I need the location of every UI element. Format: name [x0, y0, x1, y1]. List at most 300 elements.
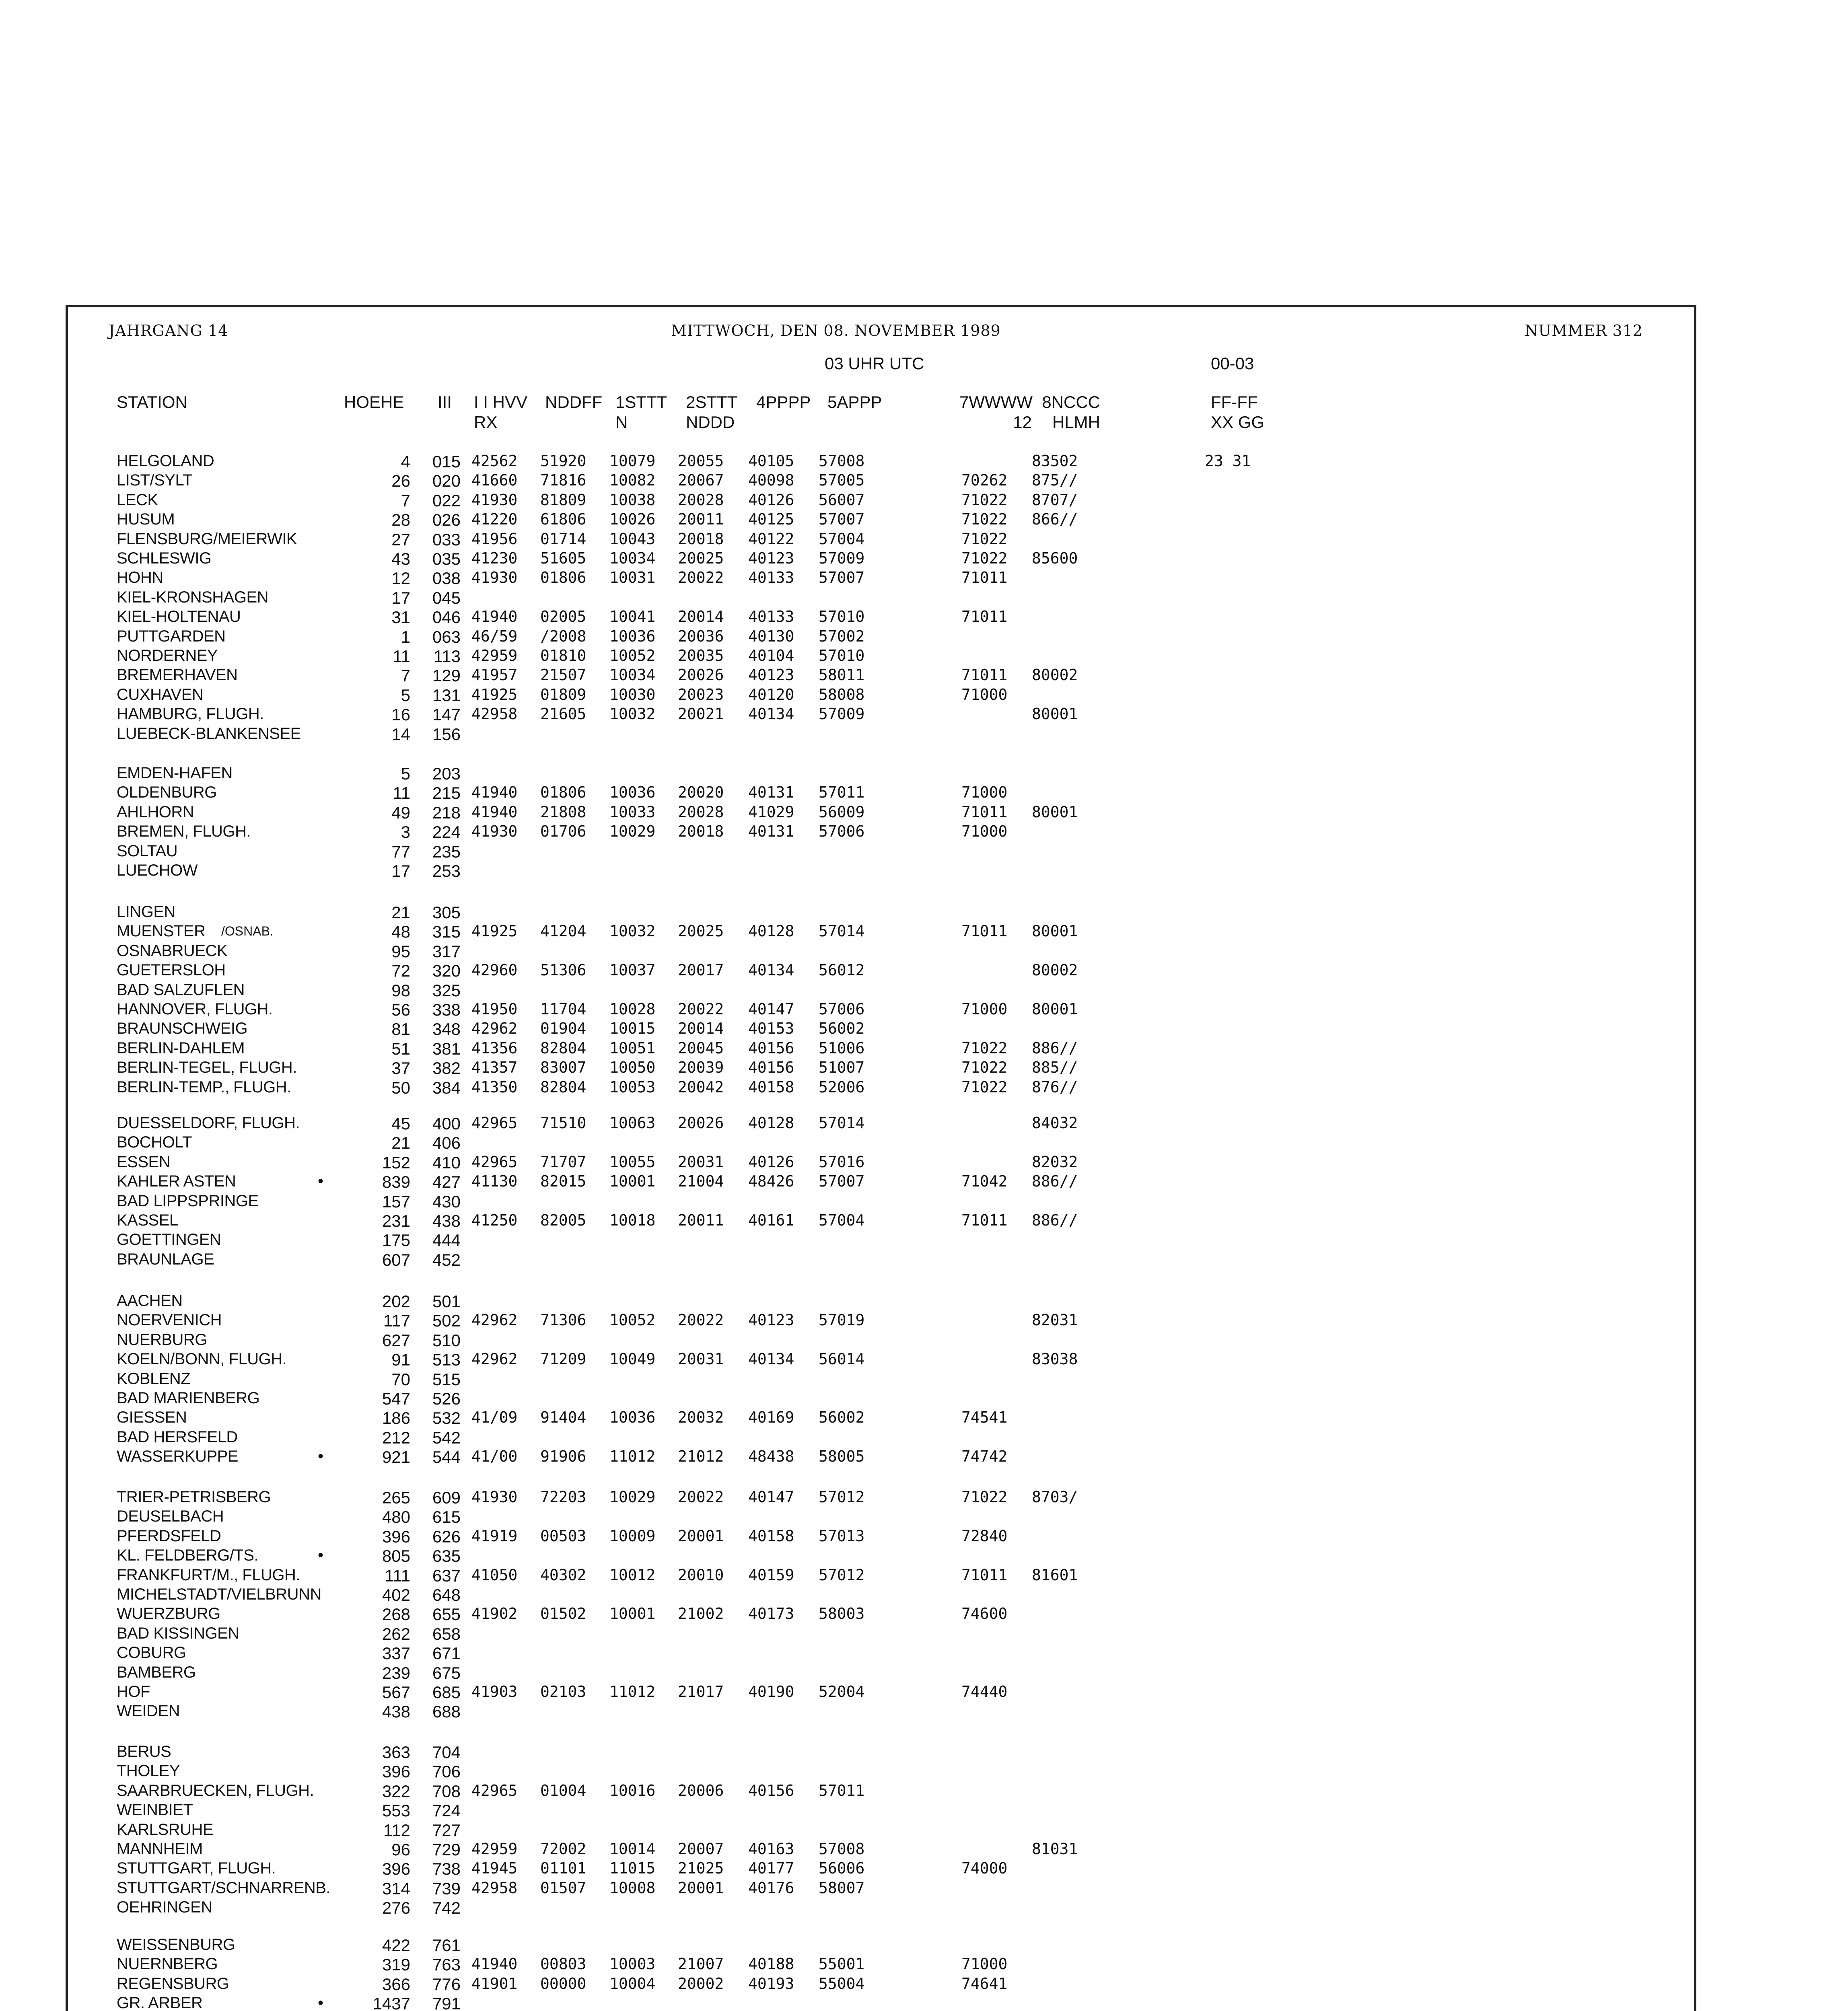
synop-group-c1: 41930: [471, 569, 518, 587]
synop-group-c6: 55001: [819, 1955, 865, 1973]
station-name: THOLEY: [117, 1762, 180, 1780]
synop-group-c4: 20031: [678, 1153, 724, 1171]
table-row: [0, 1663, 1848, 1683]
synop-group-c3: 10033: [609, 803, 656, 821]
synop-group-c4: 21007: [678, 1955, 724, 1973]
station-index: 724: [432, 1801, 461, 1820]
station-height: 70: [391, 1369, 410, 1389]
station-name: BERLIN-TEGEL, FLUGH.: [117, 1059, 297, 1077]
table-row: [0, 1840, 1848, 1859]
table-row: [0, 510, 1848, 530]
station-name: NOERVENICH: [117, 1311, 222, 1329]
station-height: 212: [382, 1428, 410, 1447]
synop-group-c8: 85600: [1032, 549, 1078, 567]
station-index: 727: [432, 1820, 461, 1840]
station-name: HUSUM: [117, 510, 175, 528]
col-ffff: FF-FF XX GG: [1211, 393, 1265, 432]
station-index: 729: [432, 1840, 461, 1859]
synop-group-c3: 10053: [609, 1078, 656, 1096]
synop-group-c8: 80001: [1032, 705, 1078, 723]
col-nddff: NDDFF: [545, 393, 603, 411]
station-index: 761: [432, 1936, 461, 1955]
synop-group-c7: 71022: [961, 1039, 1008, 1057]
synop-group-c4: 20042: [678, 1078, 724, 1096]
synop-group-c2: /2008: [540, 627, 587, 645]
synop-group-c1: 41940: [471, 783, 518, 802]
synop-group-c4: 20036: [678, 627, 724, 645]
station-index: 235: [432, 842, 461, 861]
synop-group-c5: 40156: [748, 1039, 794, 1057]
synop-group-c7: 71011: [961, 1211, 1008, 1229]
station-name: LIST/SYLT: [117, 471, 193, 489]
synop-group-c1: 46/59: [471, 627, 518, 645]
synop-group-c2: 01810: [540, 647, 587, 664]
synop-group-c5: 40133: [748, 608, 794, 626]
table-row: [0, 1936, 1848, 1955]
synop-group-c4: 21004: [678, 1172, 724, 1191]
station-height: 56: [391, 1000, 410, 1019]
synop-group-c3: 10036: [609, 783, 656, 802]
synop-group-c6: 57010: [819, 608, 865, 626]
station-index: 129: [432, 666, 461, 685]
synop-group-c4: 20001: [678, 1527, 724, 1545]
station-height: 17: [391, 588, 410, 607]
station-name: WEISSENBURG: [117, 1936, 235, 1953]
station-name: BREMEN, FLUGH.: [117, 822, 251, 841]
station-index: 156: [432, 724, 461, 744]
station-height: 921: [382, 1448, 410, 1467]
synop-group-c6: 57006: [819, 1000, 865, 1018]
station-height: 117: [383, 1311, 410, 1330]
table-row: [0, 1762, 1848, 1781]
station-index: 382: [432, 1059, 461, 1078]
station-height: 239: [382, 1663, 410, 1682]
synop-group-c1: 42958: [471, 1879, 518, 1897]
synop-group-c4: 20028: [678, 803, 724, 821]
synop-group-c6: 56014: [819, 1350, 865, 1368]
station-height: 49: [391, 803, 410, 822]
station-index: 320: [432, 961, 461, 981]
synop-group-c2: 01714: [540, 530, 587, 548]
station-height: 337: [382, 1644, 410, 1663]
station-index: 038: [432, 569, 461, 588]
station-height: 91: [391, 1350, 410, 1369]
synop-group-c6: 57011: [819, 783, 865, 802]
station-height: 45: [391, 1114, 410, 1133]
synop-group-c2: 01507: [540, 1879, 587, 1897]
station-height: 276: [382, 1898, 410, 1918]
synop-group-c4: 20025: [678, 922, 724, 940]
synop-group-c6: 57007: [819, 510, 865, 528]
synop-group-c3: 10038: [609, 491, 656, 509]
col-7wwww: 7WWWW 12: [959, 393, 1033, 432]
table-row: [0, 1994, 1848, 2011]
table-row: [0, 1488, 1848, 1507]
synop-group-c2: 21507: [540, 666, 587, 684]
synop-group-c7: 71022: [961, 1488, 1008, 1506]
synop-group-c2: 01806: [540, 569, 587, 587]
synop-group-c2: 82804: [540, 1078, 587, 1096]
synop-group-c1: 41957: [471, 666, 518, 684]
station-height: 553: [382, 1801, 410, 1820]
synop-group-c4: 20007: [678, 1840, 724, 1858]
station-height: 26: [391, 471, 410, 491]
station-index: 526: [432, 1389, 461, 1408]
table-row: [0, 1078, 1848, 1098]
synop-group-c7: 71000: [961, 822, 1008, 841]
station-name: COBURG: [117, 1644, 186, 1662]
station-index: 515: [432, 1369, 461, 1389]
table-row: [0, 783, 1848, 803]
station-index: 532: [432, 1409, 461, 1428]
synop-group-c2: 01004: [540, 1781, 587, 1799]
synop-group-c7: 74641: [961, 1974, 1008, 1992]
synop-group-c4: 21002: [678, 1605, 724, 1623]
synop-group-c1: 41660: [471, 471, 518, 489]
station-height: 152: [382, 1153, 410, 1172]
station-index: 739: [432, 1879, 461, 1898]
station-index: 338: [432, 1000, 461, 1019]
station-index: 658: [432, 1624, 461, 1643]
station-index: 637: [432, 1566, 461, 1585]
station-index: 706: [432, 1762, 461, 1781]
synop-group-c1: 42962: [471, 1311, 518, 1329]
synop-group-c3: 10015: [609, 1020, 656, 1038]
synop-group-c8: 875//: [1032, 471, 1078, 489]
station-name: STUTTGART/SCHNARRENB.: [117, 1879, 331, 1897]
station-height: 21: [391, 903, 410, 922]
station-name: BOCHOLT: [117, 1133, 192, 1151]
synop-group-c3: 10001: [609, 1605, 656, 1623]
issue-number: NUMMER 312: [1525, 322, 1643, 339]
synop-group-c8: 876//: [1032, 1078, 1078, 1096]
synop-group-c1: 41220: [471, 510, 518, 528]
synop-group-c2: 91906: [540, 1448, 587, 1466]
station-name: BERLIN-TEMP., FLUGH.: [117, 1078, 291, 1096]
station-name: BAD MARIENBERG: [117, 1389, 260, 1407]
station-height: 7: [401, 491, 410, 510]
station-height: 438: [382, 1702, 410, 1721]
synop-group-c5: 40173: [748, 1605, 794, 1623]
table-row: [0, 803, 1848, 822]
synop-group-c2: 40302: [540, 1566, 587, 1584]
station-index: 381: [432, 1039, 461, 1058]
col-4pppp: 4PPPP: [756, 393, 811, 411]
synop-group-c7: 71022: [961, 510, 1008, 528]
synop-group-c7: 71011: [961, 608, 1008, 626]
station-height: 11: [393, 783, 410, 803]
station-index: 688: [432, 1702, 461, 1721]
col-station: STATION: [117, 393, 187, 411]
synop-group-c7: 71022: [961, 1078, 1008, 1096]
station-name: CUXHAVEN: [117, 685, 204, 703]
synop-group-c6: 57004: [819, 530, 865, 548]
synop-group-c7: 71022: [961, 1059, 1008, 1077]
synop-group-c5: 40128: [748, 922, 794, 940]
synop-group-c6: 58007: [819, 1879, 865, 1897]
synop-group-c1: 41350: [471, 1078, 518, 1096]
synop-group-c3: 10016: [609, 1781, 656, 1799]
station-name: LUEBECK-BLANKENSEE: [117, 724, 301, 742]
synop-group-c7: 71042: [961, 1172, 1008, 1191]
synop-group-c5: 40134: [748, 1350, 794, 1368]
synop-group-c2: 11704: [540, 1000, 587, 1018]
station-index: 348: [432, 1020, 461, 1039]
station-name: BAD KISSINGEN: [117, 1624, 239, 1642]
table-row: [0, 1133, 1848, 1153]
synop-group-c1: 41940: [471, 1955, 518, 1973]
station-name: BAD LIPPSPRINGE: [117, 1192, 259, 1210]
synop-group-c4: 21012: [678, 1448, 724, 1466]
station-index: 045: [432, 588, 461, 607]
synop-group-c6: 52006: [819, 1078, 865, 1096]
station-name: LINGEN: [117, 903, 175, 921]
station-index: 253: [432, 862, 461, 880]
station-height: 81: [391, 1020, 410, 1039]
synop-group-c3: 10029: [609, 1488, 656, 1506]
synop-group-c2: 00000: [540, 1974, 587, 1992]
table-row: [0, 1172, 1848, 1192]
synop-group-c4: 20006: [678, 1781, 724, 1799]
synop-group-c8: 83038: [1032, 1350, 1078, 1368]
synop-group-c7: 71011: [961, 666, 1008, 684]
synop-group-c8: 886//: [1032, 1172, 1078, 1191]
station-height: 175: [382, 1231, 410, 1250]
table-row: [0, 1020, 1848, 1039]
synop-group-c6: 57014: [819, 922, 865, 940]
synop-group-c5: 40131: [748, 783, 794, 802]
table-row: [0, 705, 1848, 724]
station-index: 763: [432, 1955, 461, 1974]
synop-group-c5: 40147: [748, 1000, 794, 1018]
synop-group-c3: 11012: [609, 1683, 656, 1701]
synop-group-c1: 42962: [471, 1020, 518, 1038]
station-name: KOELN/BONN, FLUGH.: [117, 1350, 287, 1368]
synop-group-c1: 42962: [471, 1350, 518, 1368]
table-row: [0, 1879, 1848, 1898]
station-height: 95: [391, 942, 410, 961]
station-index: 791: [432, 1994, 461, 2011]
synop-group-c5: 40161: [748, 1211, 794, 1229]
station-name: GIESSEN: [117, 1409, 187, 1427]
station-name: OSNABRUECK: [117, 942, 228, 960]
synop-group-c2: 21808: [540, 803, 587, 821]
synop-group-c1: 41902: [471, 1605, 518, 1623]
synop-group-c5: 40122: [748, 530, 794, 548]
synop-group-c1: 42960: [471, 961, 518, 979]
station-height: 77: [391, 842, 410, 861]
synop-group-c8: 81031: [1032, 1840, 1078, 1858]
synop-group-c1: 41901: [471, 1974, 518, 1992]
station-height: 262: [382, 1624, 410, 1643]
synop-group-c4: 20032: [678, 1409, 724, 1427]
table-row: [0, 452, 1848, 471]
synop-group-c3: 10018: [609, 1211, 656, 1229]
synop-group-c1: 41940: [471, 803, 518, 821]
synop-group-c3: 10032: [609, 922, 656, 940]
table-row: [0, 1059, 1848, 1078]
station-index: 742: [432, 1898, 461, 1918]
synop-group-c6: 57008: [819, 1840, 865, 1858]
synop-group-c6: 56002: [819, 1409, 865, 1427]
synop-group-c7: 74440: [961, 1683, 1008, 1701]
synop-group-c2: 91404: [540, 1409, 587, 1427]
station-index: 046: [432, 608, 461, 627]
table-row: [0, 1955, 1848, 1974]
station-name: NUERBURG: [117, 1330, 207, 1349]
table-row: [0, 1231, 1848, 1250]
table-row: [0, 1331, 1848, 1350]
station-height: 402: [382, 1585, 410, 1604]
station-height: 50: [391, 1078, 410, 1097]
station-index: 384: [432, 1078, 461, 1097]
volume-label: JAHRGANG 14: [109, 322, 228, 339]
synop-group-c7: 71000: [961, 685, 1008, 703]
station-height: 112: [383, 1820, 410, 1840]
station-name: KASSEL: [117, 1211, 178, 1229]
synop-group-c3: 10036: [609, 1409, 656, 1427]
station-height: 43: [391, 549, 410, 568]
synop-group-c8: 80002: [1032, 961, 1078, 979]
table-row: [0, 647, 1848, 666]
station-height: 5: [401, 764, 410, 783]
synop-group-c1: 42965: [471, 1114, 518, 1132]
synop-group-c6: 57012: [819, 1566, 865, 1584]
synop-group-c2: 83007: [540, 1059, 587, 1077]
station-index: 648: [432, 1585, 461, 1604]
station-name: KIEL-HOLTENAU: [117, 608, 241, 626]
station-name: OEHRINGEN: [117, 1898, 212, 1916]
synop-group-c3: 10014: [609, 1840, 656, 1858]
synop-group-c6: 56002: [819, 1020, 865, 1038]
synop-group-c1: 41356: [471, 1039, 518, 1057]
synop-group-c7: 71000: [961, 1955, 1008, 1973]
station-height: 98: [391, 981, 410, 1000]
synop-group-c4: 20045: [678, 1039, 724, 1057]
station-index: 708: [432, 1781, 461, 1801]
station-name: LUECHOW: [117, 862, 198, 879]
synop-group-c1: 41930: [471, 491, 518, 509]
synop-group-c8: 885//: [1032, 1059, 1078, 1077]
synop-group-c8: 81601: [1032, 1566, 1078, 1584]
table-row: [0, 1683, 1848, 1702]
station-index: 609: [432, 1488, 461, 1507]
synop-group-c8: 83502: [1032, 452, 1078, 470]
station-height: 21: [391, 1133, 410, 1153]
synop-group-c6: 57016: [819, 1153, 865, 1171]
table-row: [0, 942, 1848, 961]
station-name: PUTTGARDEN: [117, 627, 226, 645]
station-index: 224: [432, 822, 461, 842]
synop-group-c8: 866//: [1032, 510, 1078, 528]
synop-group-c6: 57007: [819, 569, 865, 587]
station-name: LECK: [117, 491, 158, 509]
station-height: 547: [382, 1389, 410, 1408]
table-row: [0, 666, 1848, 685]
synop-group-c4: 20017: [678, 961, 724, 979]
station-name: BAD SALZUFLEN: [117, 981, 245, 999]
synop-group-c3: 10012: [609, 1566, 656, 1584]
station-height: 4: [401, 452, 410, 471]
synop-group-c5: 40128: [748, 1114, 794, 1132]
synop-group-c2: 01806: [540, 783, 587, 802]
station-height: 567: [382, 1683, 410, 1702]
station-height: 28: [391, 510, 410, 530]
station-height: 27: [391, 530, 410, 549]
synop-group-c3: 10003: [609, 1955, 656, 1973]
synop-group-c4: 20031: [678, 1350, 724, 1368]
station-index: 444: [432, 1231, 461, 1250]
station-name: KIEL-KRONSHAGEN: [117, 588, 269, 606]
synop-group-c6: 51007: [819, 1059, 865, 1077]
station-height: 319: [382, 1955, 410, 1974]
synop-group-c2: 82005: [540, 1211, 587, 1229]
synop-group-c8: 84032: [1032, 1114, 1078, 1132]
station-height: 111: [385, 1566, 410, 1585]
station-height: 322: [382, 1781, 410, 1801]
synop-group-c5: 40134: [748, 961, 794, 979]
synop-group-c2: 71209: [540, 1350, 587, 1368]
table-row: [0, 1605, 1848, 1624]
station-name: TRIER-PETRISBERG: [117, 1488, 271, 1506]
col-iii: III: [438, 393, 452, 411]
synop-group-c6: 58005: [819, 1448, 865, 1466]
table-row: [0, 569, 1848, 588]
col-5appp: 5APPP: [827, 393, 882, 411]
table-row: [0, 1821, 1848, 1840]
station-height: 366: [382, 1974, 410, 1994]
synop-group-c5: 40134: [748, 705, 794, 723]
synop-group-c4: 20011: [678, 510, 724, 528]
synop-group-c4: 20018: [678, 822, 724, 841]
synop-group-c1: 42959: [471, 647, 518, 664]
station-name: KOBLENZ: [117, 1369, 191, 1388]
synop-group-c3: 10026: [609, 510, 656, 528]
synop-group-c5: 40123: [748, 666, 794, 684]
synop-group-c4: 20014: [678, 608, 724, 626]
synop-group-c1: 41930: [471, 1488, 518, 1506]
station-index: 704: [432, 1743, 461, 1762]
station-name: OLDENBURG: [117, 783, 217, 802]
synop-group-c3: 10032: [609, 705, 656, 723]
synop-group-c6: 57012: [819, 1488, 865, 1506]
station-height: 37: [391, 1059, 410, 1078]
synop-group-c6: 57002: [819, 627, 865, 645]
synop-group-c5: 48438: [748, 1448, 794, 1466]
synop-group-c2: 71306: [540, 1311, 587, 1329]
synop-group-c6: 52004: [819, 1683, 865, 1701]
station-name: WEIDEN: [117, 1702, 180, 1720]
col-hvv: I I HVV RX: [474, 393, 528, 432]
station-index: 317: [432, 942, 461, 961]
station-height: 422: [382, 1936, 410, 1955]
table-row: [0, 627, 1848, 647]
synop-group-c7: 71022: [961, 549, 1008, 567]
table-row: [0, 686, 1848, 705]
station-height: 16: [391, 705, 410, 724]
synop-group-c5: 40156: [748, 1059, 794, 1077]
mountain-station-marker: •: [318, 1448, 324, 1466]
synop-group-c6: 58008: [819, 685, 865, 703]
synop-group-c6: 57011: [819, 1781, 865, 1799]
station-height: 839: [382, 1172, 410, 1192]
synop-group-c1: 41/09: [471, 1409, 518, 1427]
station-index: 675: [432, 1663, 461, 1682]
station-name: SAARBRUECKEN, FLUGH.: [117, 1781, 314, 1799]
synop-group-c4: 20022: [678, 1000, 724, 1018]
synop-group-c2: 72002: [540, 1840, 587, 1858]
table-row: [0, 491, 1848, 510]
